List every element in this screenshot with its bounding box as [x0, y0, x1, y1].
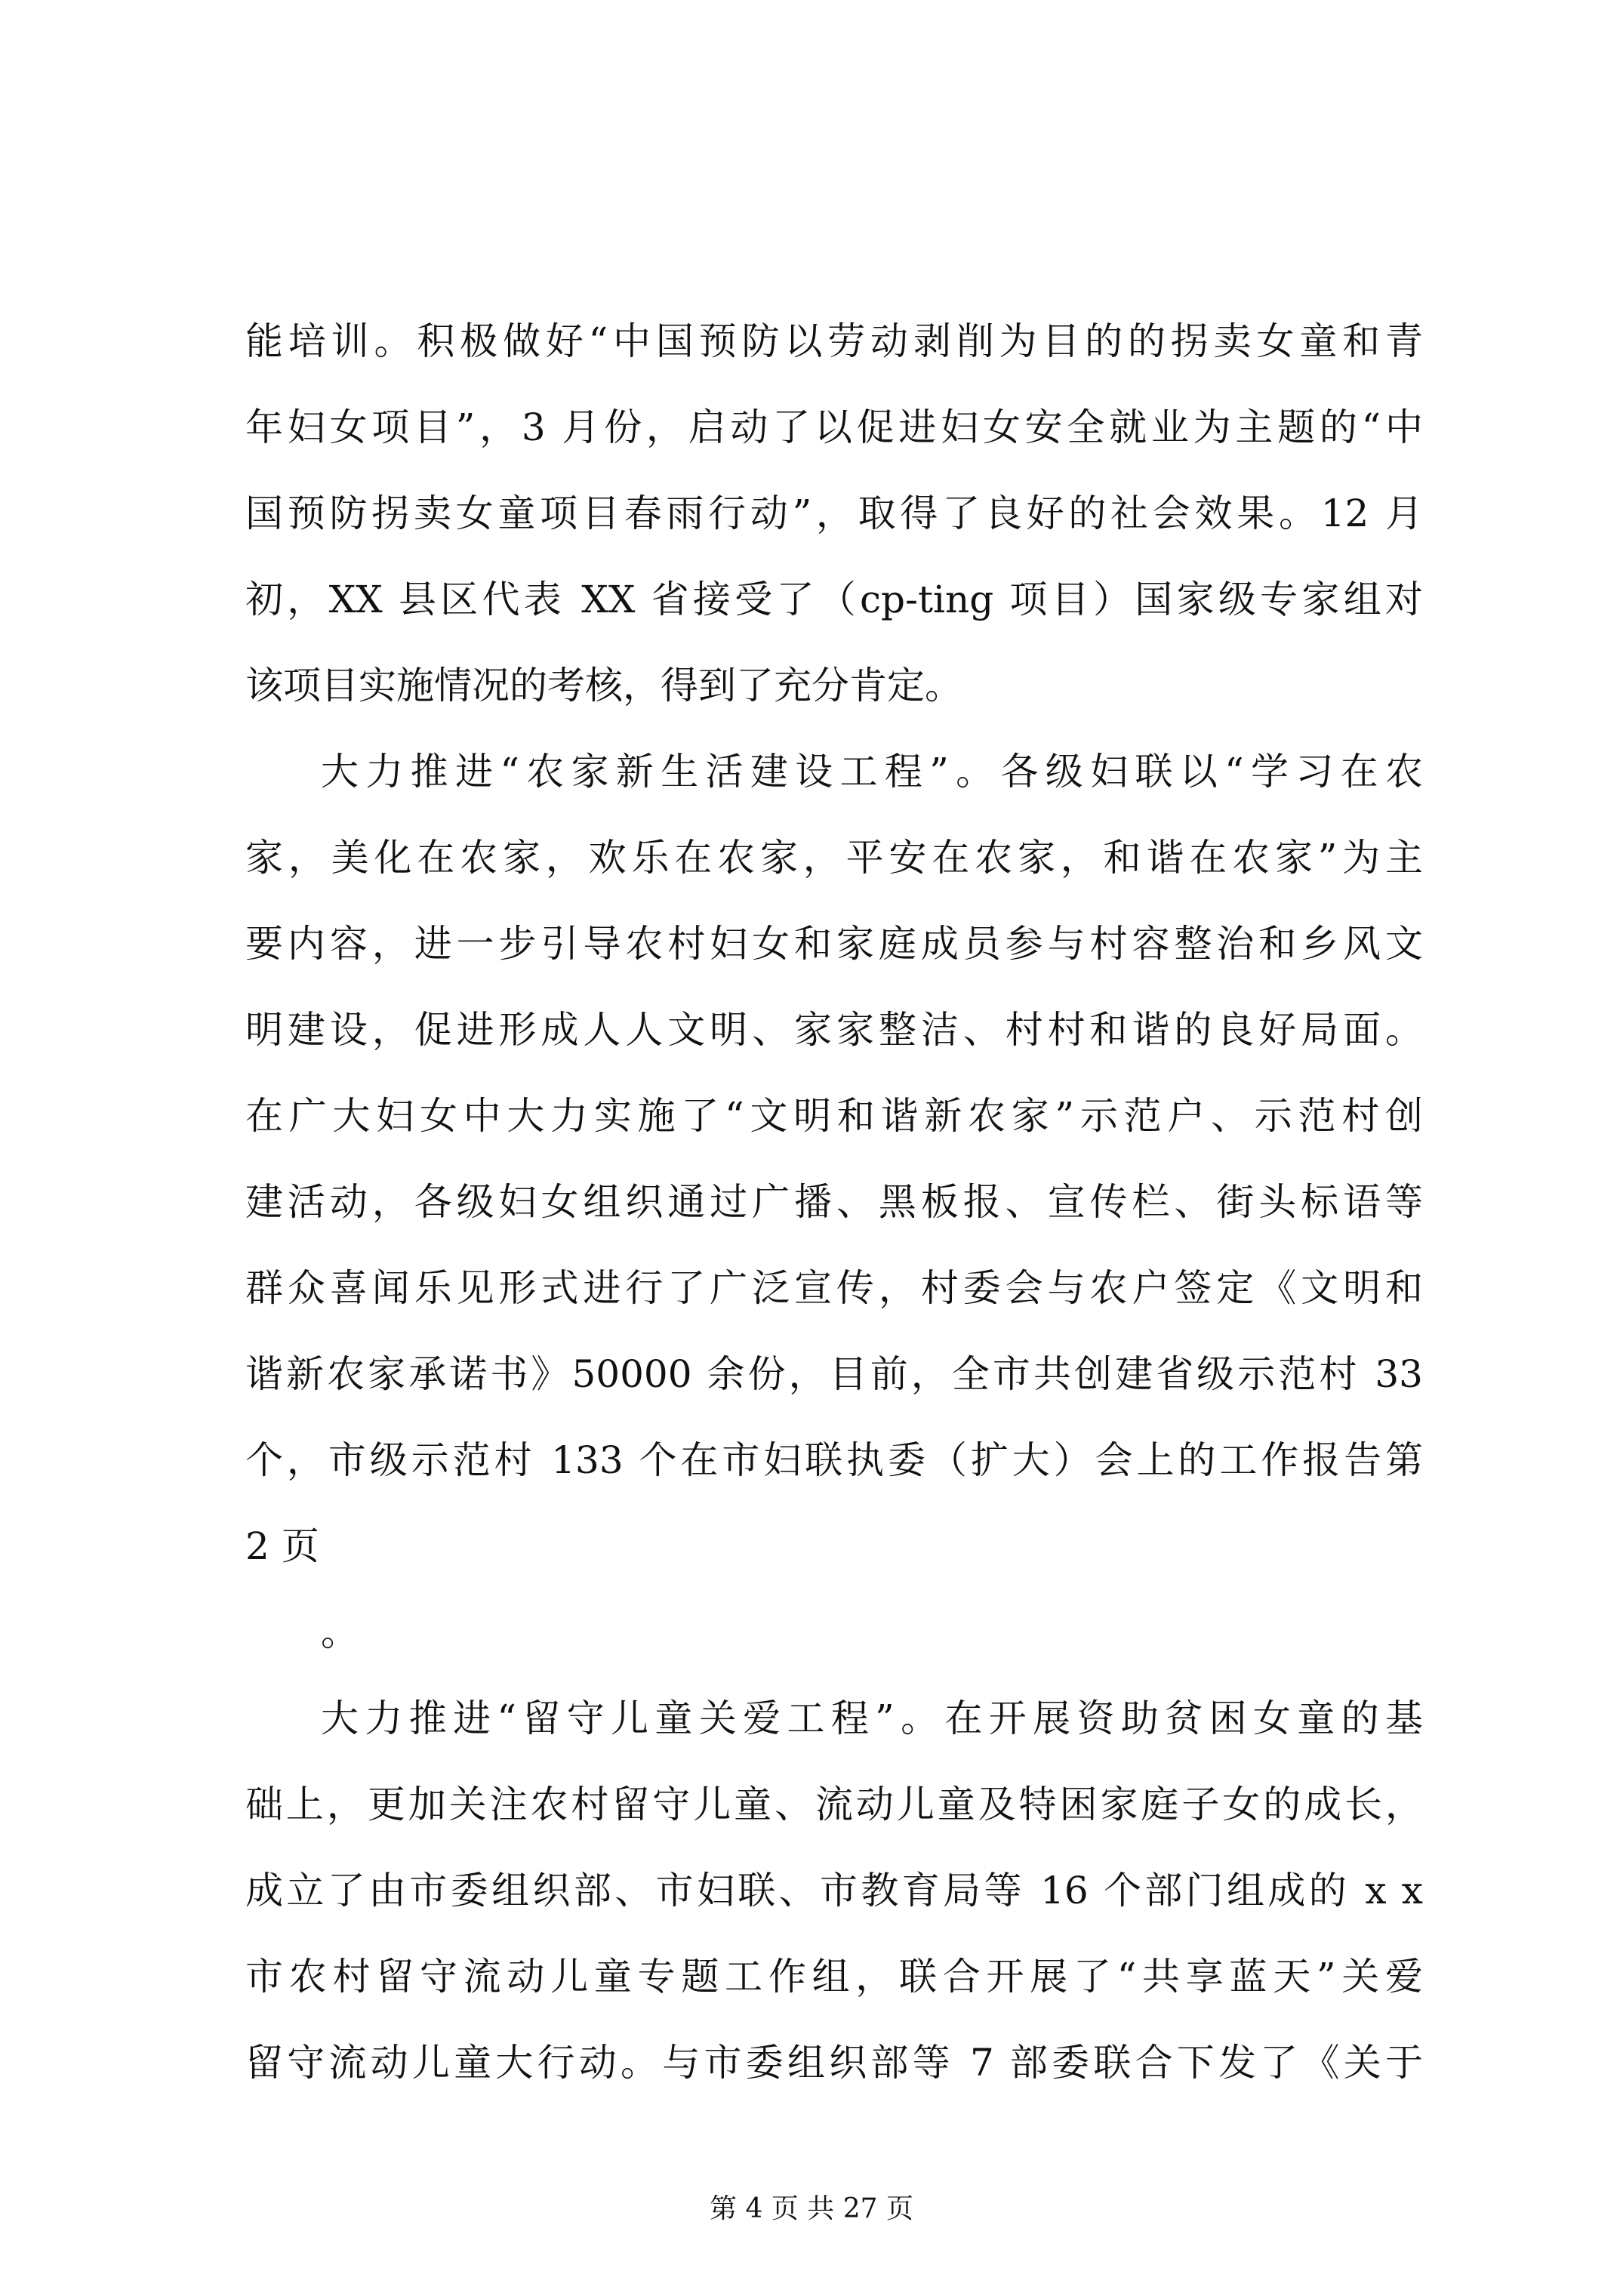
text-line: 该项目实施情况的考核，得到了充分肯定。	[245, 664, 962, 707]
text-line: 市农村留守流动儿童专题工作组，联合开展了“共享蓝天”关爱	[245, 1955, 1423, 1999]
text-line: 2 页	[245, 1524, 319, 1568]
text-line: 个，市级示范村 133 个在市妇联执委（扩大）会上的工作报告第	[245, 1438, 1423, 1482]
text-line: 。	[321, 1610, 359, 1654]
text-line: 国预防拐卖女童项目春雨行动”，取得了良好的社会效果。12 月	[245, 492, 1423, 535]
text-line: 谐新农家承诺书》50000 余份，目前，全市共创建省级示范村 33	[245, 1352, 1423, 1396]
text-line: 群众喜闻乐见形式进行了广泛宣传，村委会与农户签定《文明和	[245, 1266, 1423, 1310]
text-line: 建活动，各级妇女组织通过广播、黑板报、宣传栏、街头标语等	[245, 1180, 1423, 1224]
text-line: 家，美化在农家，欢乐在农家，平安在农家，和谐在农家”为主	[245, 836, 1423, 880]
text-line: 能培训。积极做好“中国预防以劳动剥削为目的的拐卖女童和青	[245, 319, 1423, 363]
text-line: 留守流动儿童大行动。与市委组织部等 7 部委联合下发了《关于	[245, 2041, 1423, 2085]
text-line: 明建设，促进形成人人文明、家家整洁、村村和谐的良好局面。	[245, 1008, 1423, 1052]
text-line: 年妇女项目”，3 月份，启动了以促进妇女安全就业为主题的“中	[245, 405, 1423, 449]
text-line: 要内容，进一步引导农村妇女和家庭成员参与村容整治和乡风文	[245, 922, 1423, 966]
text-line: 在广大妇女中大力实施了“文明和谐新农家”示范户、示范村创	[245, 1094, 1423, 1138]
text-line: 大力推进“留守儿童关爱工程”。在开展资助贫困女童的基	[321, 1697, 1423, 1740]
page-footer: 第 4 页 共 27 页	[710, 2193, 913, 2224]
text-line: 成立了由市委组织部、市妇联、市教育局等 16 个部门组成的 x x	[245, 1869, 1423, 1912]
body-text	[245, 298, 1423, 2106]
text-line: 初，XX 县区代表 XX 省接受了（cp-ting 项目）国家级专家组对	[245, 578, 1423, 621]
text-line: 大力推进“农家新生活建设工程”。各级妇联以“学习在农	[321, 750, 1423, 794]
text-line: 础上，更加关注农村留守儿童、流动儿童及特困家庭子女的成长，	[245, 1783, 1423, 1826]
